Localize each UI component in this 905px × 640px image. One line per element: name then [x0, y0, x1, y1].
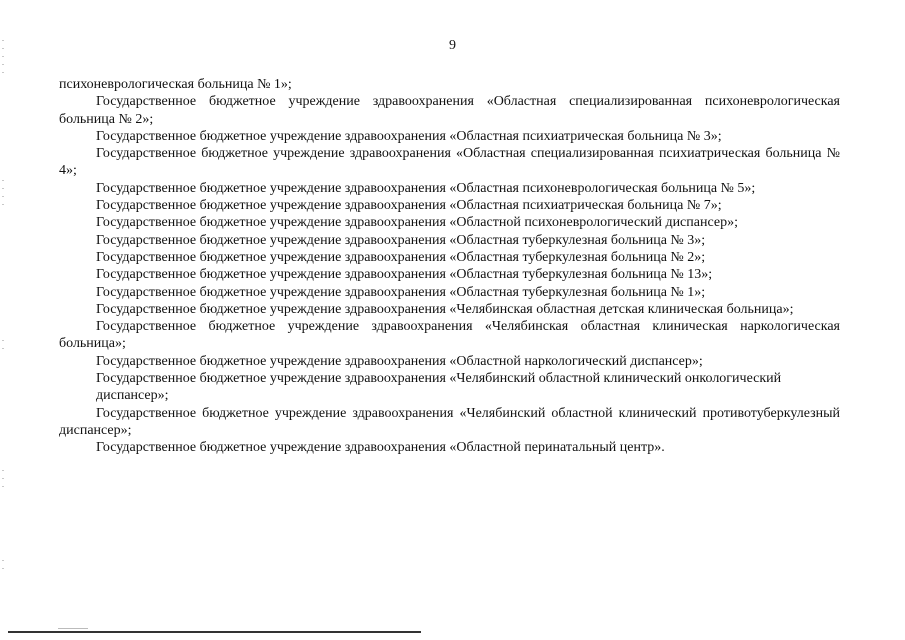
- paragraph-4: Государственное бюджетное учреждение здравоохранения «Областная специализированная психиатрическая больница № 4»;: [59, 146, 840, 179]
- paragraph-16: Государственное бюджетное учреждение здравоохранения «Челябинский областной клинический противотуберкулезный диспансер»;: [59, 405, 840, 438]
- bottom-rule-faint: [58, 628, 88, 629]
- paragraph-11: Государственное бюджетное учреждение здравоохранения «Областная туберкулезная больница № 1»;: [96, 284, 706, 300]
- paragraph-1: психоневрологическая больница № 1»;: [59, 77, 292, 92]
- paragraph-13: Государственное бюджетное учреждение здравоохранения «Челябинская областная клиническая наркологическая больница»;: [59, 319, 840, 352]
- page-number: 9: [449, 38, 456, 53]
- paragraph-17: Государственное бюджетное учреждение здравоохранения «Областной перинатальный центр».: [96, 440, 665, 456]
- paragraph-15-line-2: диспансер»;: [96, 388, 169, 404]
- paragraph-10: Государственное бюджетное учреждение здравоохранения «Областная туберкулезная больница № 13»;: [96, 267, 713, 283]
- paragraph-9: Государственное бюджетное учреждение здравоохранения «Областная туберкулезная больница № 2»;: [96, 249, 706, 265]
- paragraph-2: Государственное бюджетное учреждение здравоохранения «Областная специализированная психоневрологическая больница № 2»;: [59, 94, 840, 127]
- paragraph-7: Государственное бюджетное учреждение здравоохранения «Областной психоневрологический диспансер»;: [96, 215, 738, 231]
- document-body: [59, 76, 840, 457]
- paragraph-12: Государственное бюджетное учреждение здравоохранения «Челябинская областная детская клиническая больница»;: [96, 301, 794, 317]
- paragraph-15-line-1: Государственное бюджетное учреждение здравоохранения «Челябинский областной клинический онкологический: [96, 371, 782, 387]
- scan-margin-specks: [2, 40, 5, 580]
- paragraph-6: Государственное бюджетное учреждение здравоохранения «Областная психиатрическая больница № 7»;: [96, 198, 722, 214]
- paragraph-3: Государственное бюджетное учреждение здравоохранения «Областная психиатрическая больница № 3»;: [96, 128, 722, 144]
- bottom-rule: [8, 631, 421, 633]
- paragraph-8: Государственное бюджетное учреждение здравоохранения «Областная туберкулезная больница № 3»;: [96, 232, 706, 248]
- paragraph-15: [59, 370, 840, 405]
- paragraph-5: Государственное бюджетное учреждение здравоохранения «Областная психоневрологическая больница № 5»;: [96, 180, 756, 196]
- paragraph-14: Государственное бюджетное учреждение здравоохранения «Областной наркологический диспансер»;: [96, 353, 703, 369]
